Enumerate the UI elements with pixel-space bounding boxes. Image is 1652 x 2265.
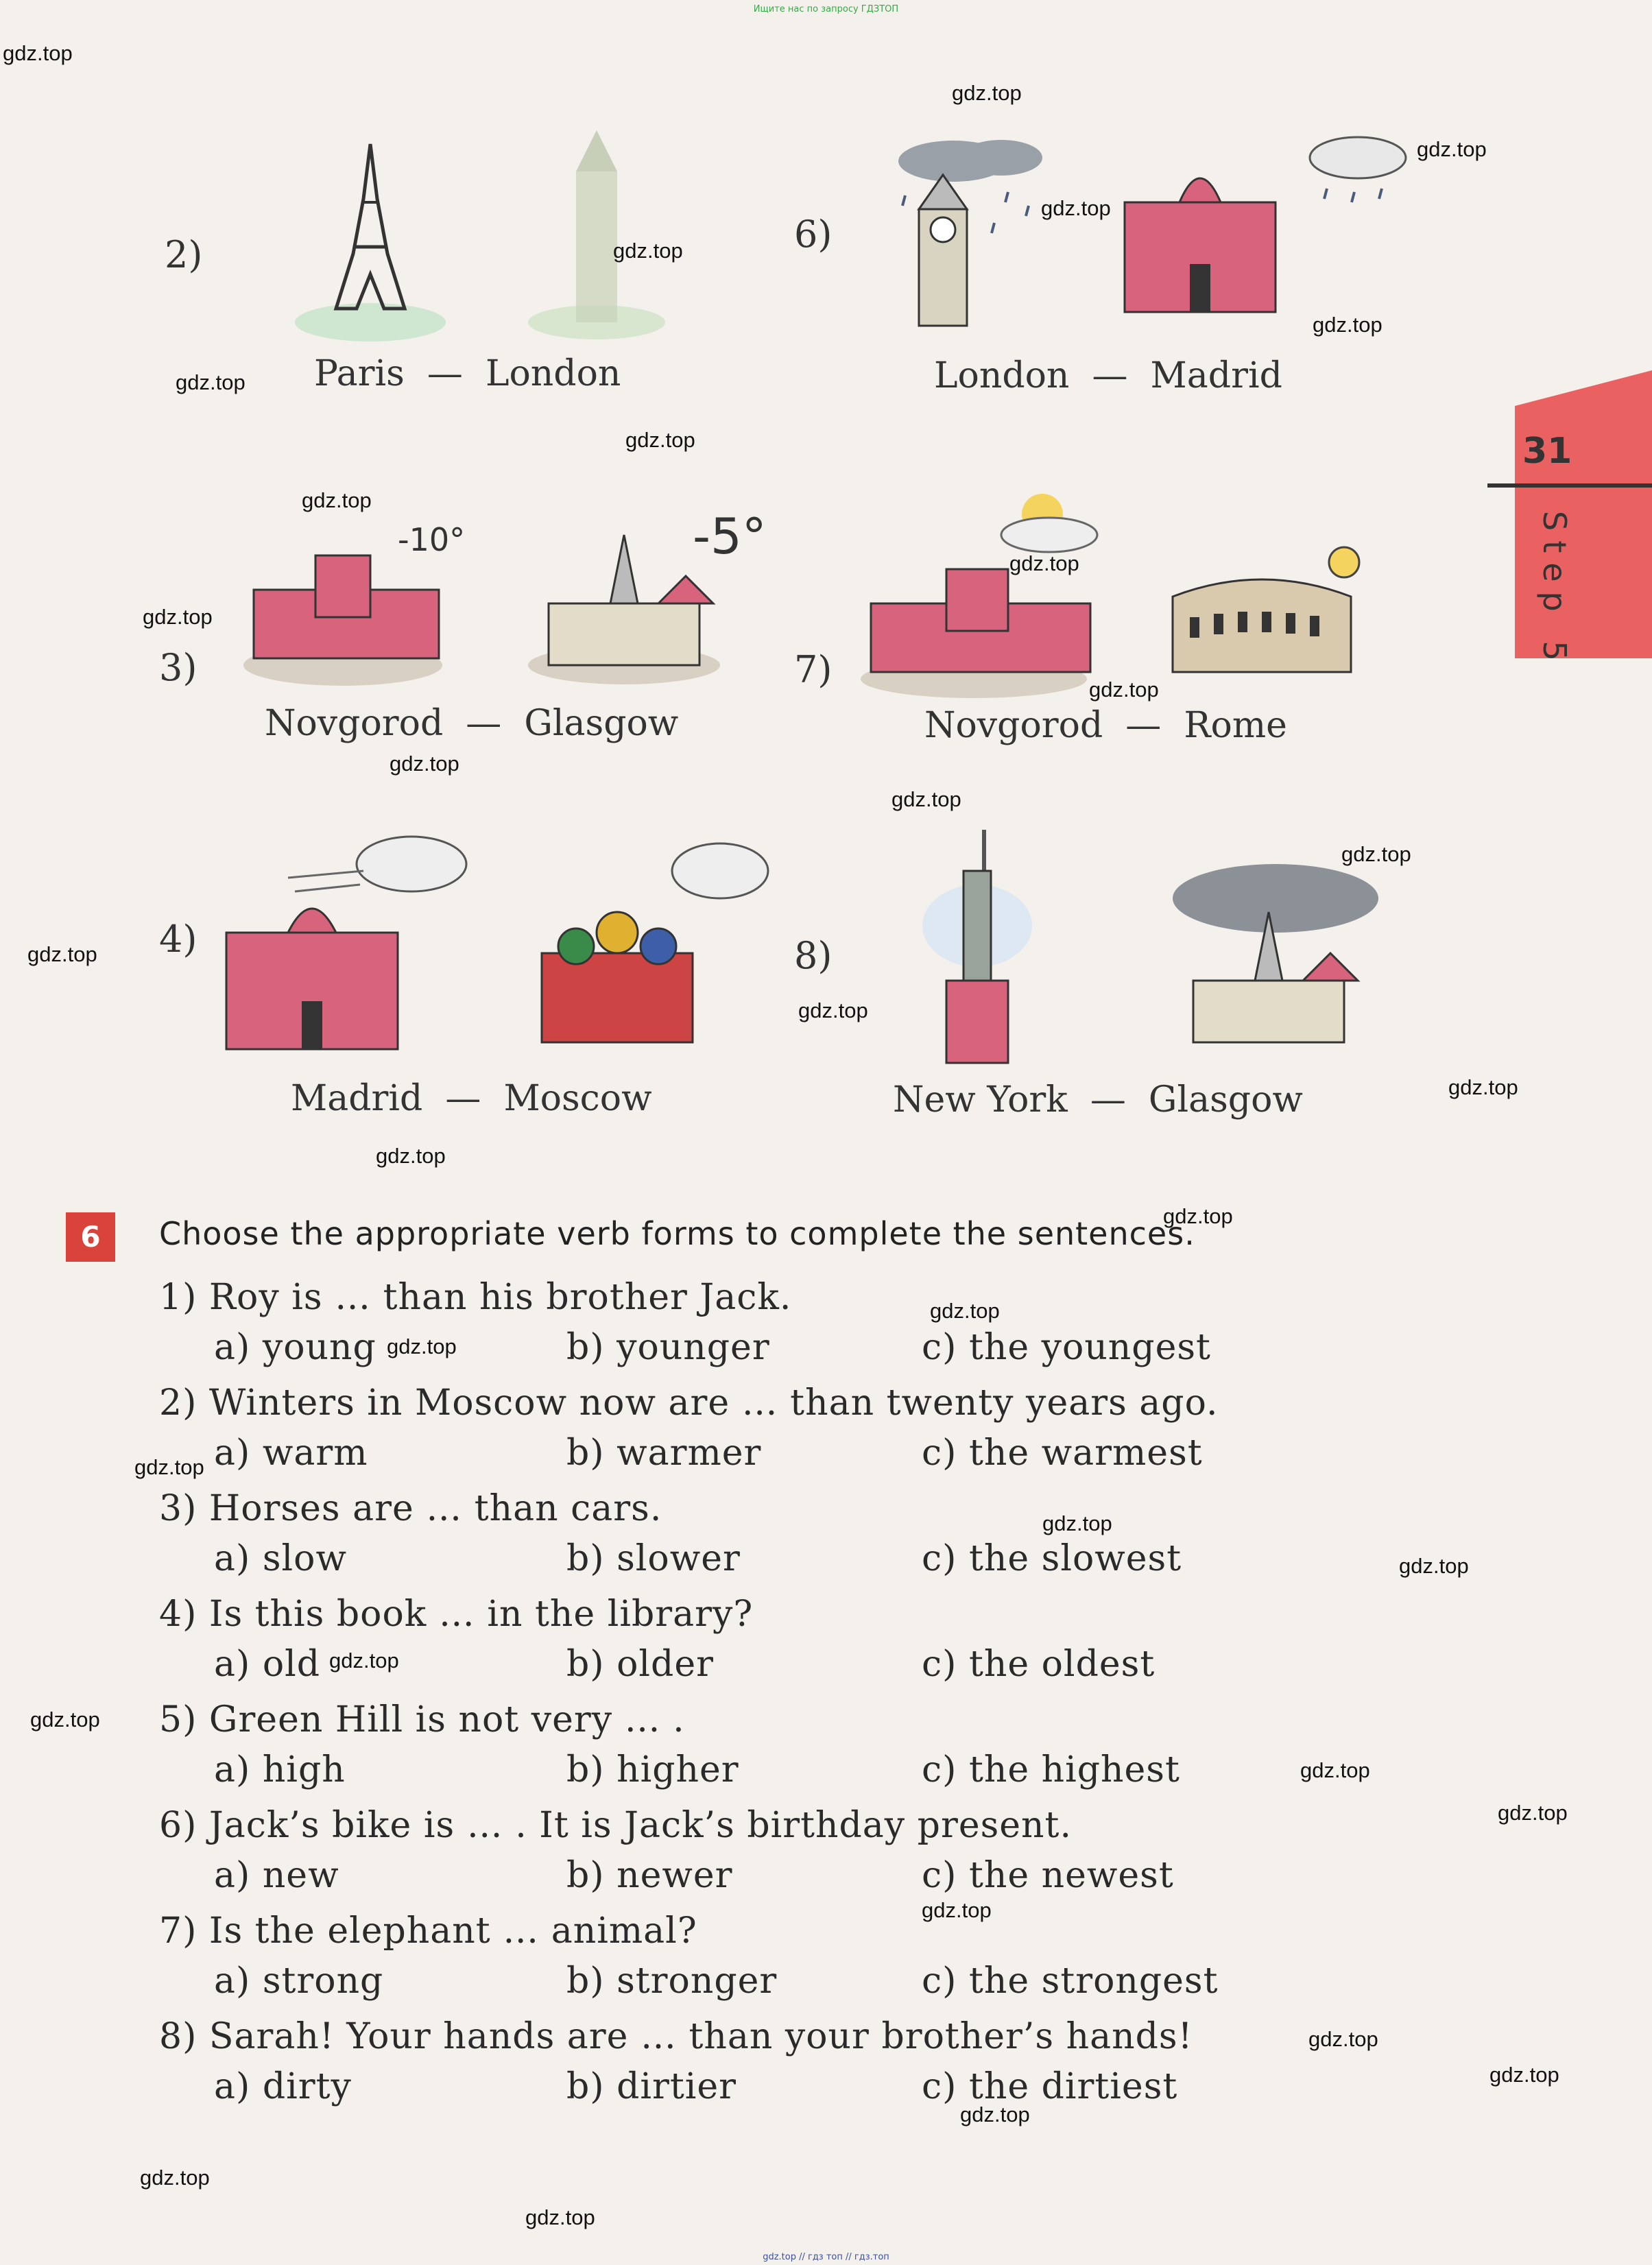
question: 4) Is this book … in the library?	[159, 1594, 754, 1635]
dash: —	[445, 1078, 481, 1119]
city-b: Glasgow	[1148, 1079, 1303, 1120]
option-b[interactable]: b) dirtier	[566, 2066, 737, 2107]
dash: —	[427, 353, 463, 394]
watermark: gdz.top	[1313, 313, 1382, 337]
watermark: gdz.top	[1417, 137, 1487, 161]
option-c[interactable]: c) the dirtiest	[922, 2066, 1178, 2107]
city-a: Novgorod	[924, 705, 1103, 746]
question: 2) Winters in Moscow now are … than twenty years ago.	[159, 1382, 1219, 1424]
option-b[interactable]: b) slower	[566, 1538, 741, 1579]
city-a: Novgorod	[265, 703, 444, 744]
watermark: gdz.top	[390, 752, 459, 776]
pair-number: 6)	[794, 213, 833, 256]
dash: —	[466, 703, 502, 744]
watermark: gdz.top	[798, 998, 868, 1022]
big-ben-rain-icon	[878, 127, 1056, 339]
watermark: gdz.top	[134, 1455, 204, 1479]
option-a[interactable]: a) strong	[214, 1961, 384, 2002]
watermark: gdz.top	[1399, 1554, 1469, 1578]
novgorod-sun-icon	[857, 480, 1104, 699]
watermark: gdz.top	[891, 787, 961, 811]
city-a: New York	[893, 1079, 1068, 1120]
pair-cities	[291, 1078, 652, 1119]
option-c[interactable]: c) the newest	[922, 1855, 1174, 1896]
option-a[interactable]: a) young	[214, 1327, 376, 1368]
watermark: gdz.top	[143, 605, 213, 629]
watermark: gdz.top	[329, 1649, 399, 1673]
watermark: gdz.top	[960, 2102, 1030, 2126]
option-c[interactable]: c) the highest	[922, 1749, 1180, 1790]
option-c[interactable]: c) the strongest	[922, 1961, 1219, 2002]
watermark: gdz.top	[1341, 842, 1411, 866]
header-note: Ищите нас по запросу ГДЗТОП	[753, 4, 899, 14]
watermark: gdz.top	[1163, 1204, 1233, 1228]
page-number: 31	[1522, 431, 1572, 472]
watermark: gdz.top	[1489, 2063, 1559, 2087]
city-a: Paris	[314, 353, 405, 394]
dash: —	[1125, 705, 1162, 746]
pair-cities	[934, 355, 1282, 396]
watermark: gdz.top	[625, 428, 695, 452]
question: 1) Roy is … than his brother Jack.	[159, 1277, 792, 1318]
exercise-instruction: Choose the appropriate verb forms to complete the sentences.	[159, 1215, 1195, 1252]
watermark: gdz.top	[1498, 1801, 1568, 1825]
watermark: gdz.top	[1300, 1758, 1370, 1782]
city-b: Moscow	[503, 1078, 652, 1119]
watermark: gdz.top	[922, 1898, 992, 1922]
watermark: gdz.top	[1089, 678, 1159, 702]
option-b[interactable]: b) higher	[566, 1749, 739, 1790]
option-b[interactable]: b) stronger	[566, 1961, 778, 2002]
dash: —	[1090, 1079, 1126, 1120]
question: 3) Horses are … than cars.	[159, 1488, 662, 1529]
temperature-label: -10°	[398, 521, 466, 558]
watermark: gdz.top	[1041, 196, 1111, 220]
watermark: gdz.top	[387, 1334, 457, 1358]
option-c[interactable]: c) the youngest	[922, 1327, 1211, 1368]
option-a[interactable]: a) warm	[214, 1433, 368, 1474]
option-b[interactable]: b) warmer	[566, 1433, 762, 1474]
footer-note: gdz.top // гдз топ // гдз.топ	[763, 2252, 889, 2262]
option-a[interactable]: a) dirty	[214, 2066, 352, 2107]
dash: —	[1092, 355, 1128, 396]
option-a[interactable]: a) slow	[214, 1538, 347, 1579]
pair-number: 2)	[165, 233, 203, 276]
temperature-label: -5°	[693, 507, 767, 565]
watermark: gdz.top	[30, 1707, 100, 1731]
pair-cities	[314, 353, 621, 394]
moscow-cathedral-icon	[528, 830, 775, 1049]
watermark: gdz.top	[613, 239, 683, 263]
option-c[interactable]: c) the slowest	[922, 1538, 1182, 1579]
city-a: London	[934, 355, 1070, 396]
question: 7) Is the elephant … animal?	[159, 1910, 697, 1952]
pair-number: 8)	[794, 934, 833, 977]
city-b: Madrid	[1150, 355, 1282, 396]
city-b: London	[485, 353, 621, 394]
exercise-number-badge: 6	[66, 1212, 115, 1262]
statue-of-liberty-icon	[919, 823, 1036, 1070]
watermark: gdz.top	[376, 1144, 446, 1168]
option-a[interactable]: a) new	[214, 1855, 339, 1896]
watermark: gdz.top	[952, 81, 1022, 105]
rain-cloud-icon	[1303, 130, 1413, 213]
watermark: gdz.top	[140, 2166, 210, 2190]
tab-red-shape	[1515, 370, 1652, 658]
city-b: Rome	[1184, 705, 1287, 746]
option-b[interactable]: b) newer	[566, 1855, 733, 1896]
pair-number: 3)	[159, 646, 197, 689]
option-c[interactable]: c) the oldest	[922, 1644, 1156, 1685]
watermark: gdz.top	[302, 488, 372, 512]
question: 8) Sarah! Your hands are … than your brother’s hands!	[159, 2016, 1193, 2057]
watermark: gdz.top	[1448, 1075, 1518, 1099]
pair-cities	[924, 705, 1287, 746]
watermark: gdz.top	[1042, 1511, 1112, 1535]
question: 6) Jack’s bike is … . It is Jack’s birthday present.	[159, 1805, 1072, 1846]
watermark: gdz.top	[1308, 2027, 1378, 2051]
city-a: Madrid	[291, 1078, 423, 1119]
option-c[interactable]: c) the warmest	[922, 1433, 1203, 1474]
option-b[interactable]: b) older	[566, 1644, 714, 1685]
pair-cities	[893, 1079, 1303, 1120]
city-b: Glasgow	[524, 703, 679, 744]
eiffel-tower-icon	[288, 137, 453, 343]
pair-cities	[265, 703, 678, 744]
madrid-wind-icon	[219, 823, 480, 1056]
pair-number: 4)	[159, 918, 197, 961]
watermark: gdz.top	[1009, 551, 1079, 575]
question: 5) Green Hill is not very … .	[159, 1699, 685, 1740]
step-label: Step 5	[1536, 511, 1573, 671]
glasgow-cloud-icon	[1152, 857, 1385, 1056]
watermark: gdz.top	[930, 1299, 1000, 1323]
big-ben-faded-icon	[521, 123, 672, 343]
watermark: gdz.top	[525, 2205, 595, 2229]
watermark: gdz.top	[3, 41, 73, 65]
option-a[interactable]: a) high	[214, 1749, 346, 1790]
pair-number: 7)	[794, 648, 833, 691]
option-a[interactable]: a) old	[214, 1644, 321, 1685]
option-b[interactable]: b) younger	[566, 1327, 770, 1368]
madrid-palace-icon	[1111, 141, 1289, 319]
colosseum-icon	[1159, 535, 1378, 686]
watermark: gdz.top	[176, 370, 246, 394]
watermark: gdz.top	[27, 942, 97, 966]
